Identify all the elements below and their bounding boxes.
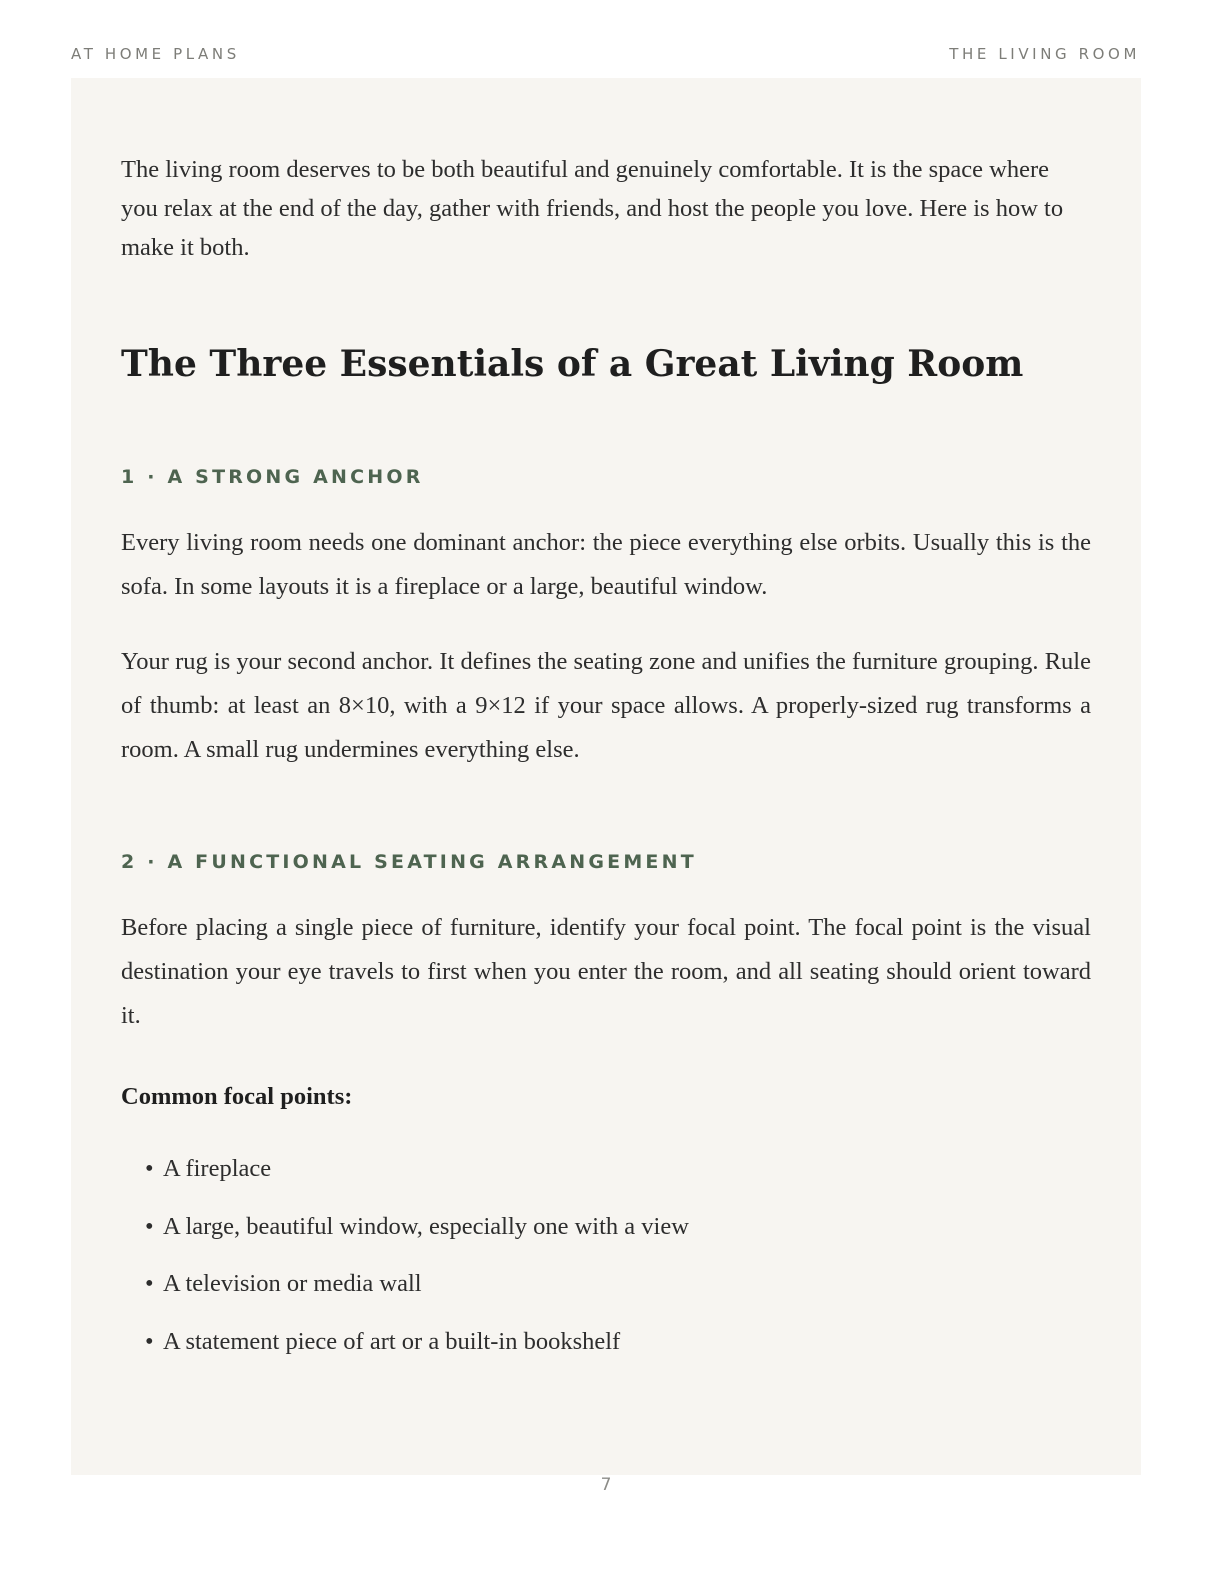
list-item-text: A fireplace [163, 1155, 272, 1182]
section-title: The Three Essentials of a Great Living Room [121, 343, 1024, 385]
bullet-icon: • [145, 1212, 154, 1240]
bullet-icon: • [145, 1327, 154, 1355]
page-content [121, 150, 1091, 1382]
bullet-icon: • [145, 1270, 154, 1297]
essential-2-heading: 2 · A FUNCTIONAL SEATING ARRANGEMENT [121, 851, 697, 873]
essential-2-paragraph: Before placing a single piece of furniture, identify your focal point. The focal point is the visual destination your eye travels to first when you enter the room, and all seating should orient toward it. [121, 914, 1091, 1029]
running-header-left: AT HOME PLANS [71, 45, 240, 63]
list-item [145, 1152, 1091, 1186]
list-item-text: A television or media wall [163, 1270, 422, 1297]
essential-1-paragraph-2: Your rug is your second anchor. It defines the seating zone and unifies the furniture grouping. Rule of thumb: at least an 8×10, with a 9×12 if your space allows. A properly-sized rug transforms a room. A small rug undermines everything else. [121, 648, 1091, 763]
intro-paragraph: The living room deserves to be both beautiful and genuinely comfortable. It is the space where you relax at the end of the day, gather with friends, and host the people you love. Here is how to make it both. [121, 156, 1064, 261]
focal-points-label: Common focal points: [121, 1083, 353, 1110]
essential-1-paragraph-1: Every living room needs one dominant anchor: the piece everything else orbits. Usually this is the sofa. In some layouts it is a fireplace or a large, beautiful window. [121, 529, 1091, 600]
page-number: 7 [600, 1475, 612, 1495]
list-item [145, 1325, 1091, 1359]
essential-1-heading: 1 · A STRONG ANCHOR [121, 466, 424, 488]
list-item-text: A statement piece of art or a built-in bookshelf [163, 1327, 621, 1355]
focal-points-list [121, 1152, 1091, 1359]
running-header-right: THE LIVING ROOM [949, 45, 1140, 63]
bullet-icon: • [145, 1155, 154, 1182]
list-item-text: A large, beautiful window, especially one with a view [163, 1212, 689, 1240]
list-item [145, 1210, 1091, 1244]
list-item [145, 1267, 1091, 1301]
